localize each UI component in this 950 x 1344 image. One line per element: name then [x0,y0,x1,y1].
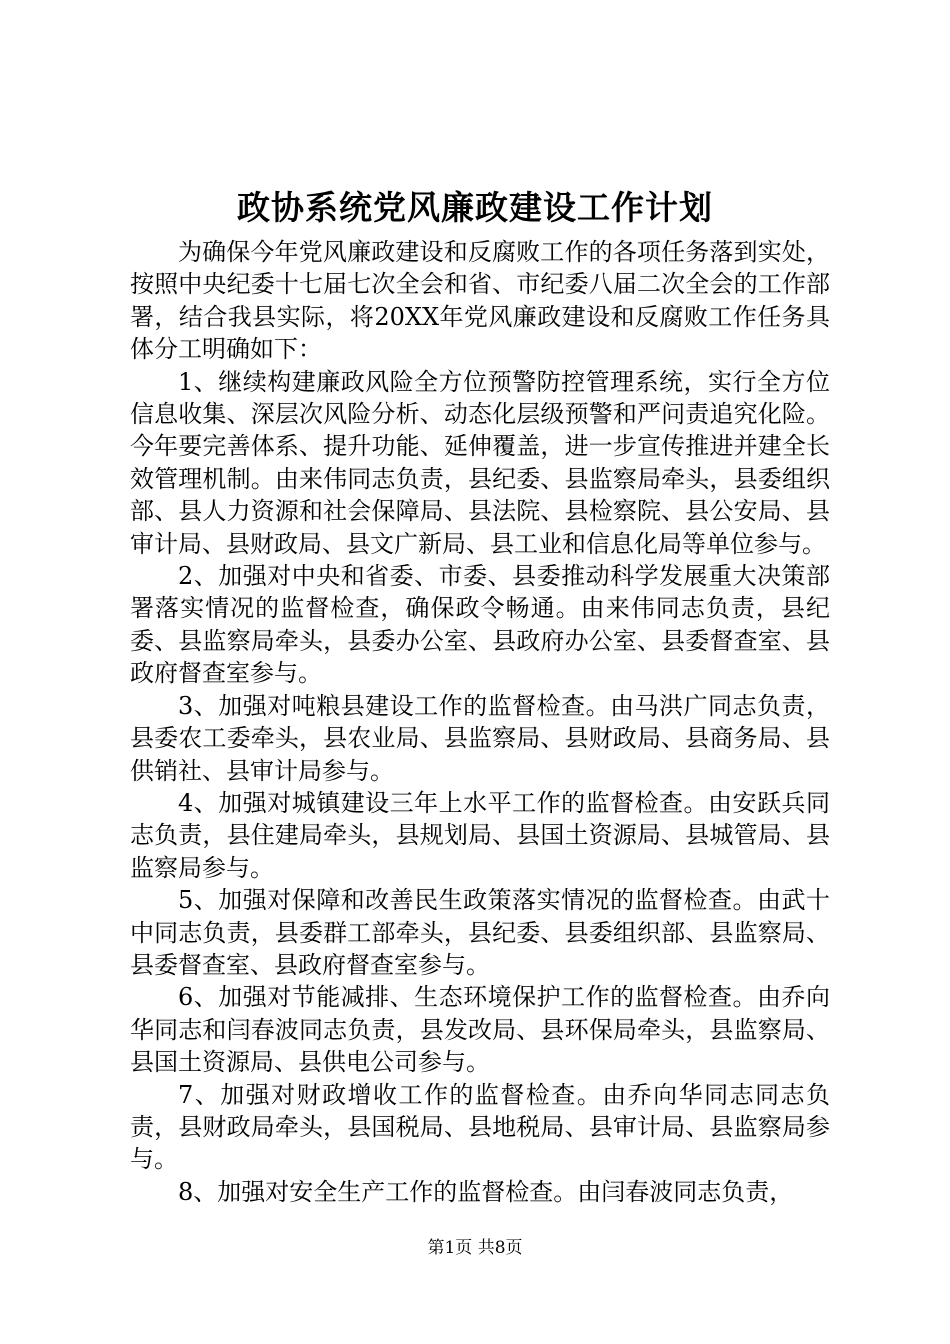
paragraph-item-6: 6、加强对节能减排、生态环境保护工作的监督检查。由乔向华同志和闫春波同志负责，县发改局、县环保局牵头，县监察局、县国土资源局、县供电公司参与。 [130,983,830,1077]
paragraph-item-8: 8、加强对安全生产工作的监督检查。由闫春波同志负责， [178,1177,794,1206]
paragraph-item-7: 7、加强对财政增收工作的监督检查。由乔向华同志同志负责，县财政局牵头，县国税局、县地税局、县审计局、县监察局参与。 [130,1080,830,1174]
paragraph-intro: 为确保今年党风廉政建设和反腐败工作的各项任务落到实处，按照中央纪委十七届七次全会和省、市纪委八届二次全会的工作部署，结合我县实际，将20XX年党风廉政建设和反腐败工作任务具体分工明确如下： [130,238,830,364]
document-title: 政协系统党风廉政建设工作计划 [237,188,713,227]
document-body [130,236,830,1208]
paragraph-item-4: 4、加强对城镇建设三年上水平工作的监督检查。由安跃兵同志负责，县住建局牵头，县规划局、县国土资源局、县城管局、县监察局参与。 [130,788,830,882]
paragraph-item-2: 2、加强对中央和省委、市委、县委推动科学发展重大决策部署落实情况的监督检查，确保政令畅通。由来伟同志负责，县纪委、县监察局牵头，县委办公室、县政府办公室、县委督查室、县政府督查室参与。 [130,562,830,688]
page-footer: 第1页 共8页 [427,1238,523,1258]
paragraph-item-5: 5、加强对保障和改善民生政策落实情况的监督检查。由武十中同志负责，县委群工部牵头，县纪委、县委组织部、县监察局、县委督查室、县政府督查室参与。 [130,886,830,979]
paragraph-item-1: 1、继续构建廉政风险全方位预警防控管理系统，实行全方位信息收集、深层次风险分析、动态化层级预警和严问责追究化险。今年要完善体系、提升功能、延伸覆盖，进一步宣传推进并建全长效管理机制。由来伟同志负责，县纪委、县监察局牵头，县委组织部、县人力资源和社会保障局、县法院、县检察院、县公安局、县审计局、县财政局、县文广新局、县工业和信息化局等单位参与。 [130,367,830,558]
paragraph-item-3: 3、加强对吨粮县建设工作的监督检查。由马洪广同志负责，县委农工委牵头，县农业局、县监察局、县财政局、县商务局、县供销社、县审计局参与。 [130,691,830,785]
